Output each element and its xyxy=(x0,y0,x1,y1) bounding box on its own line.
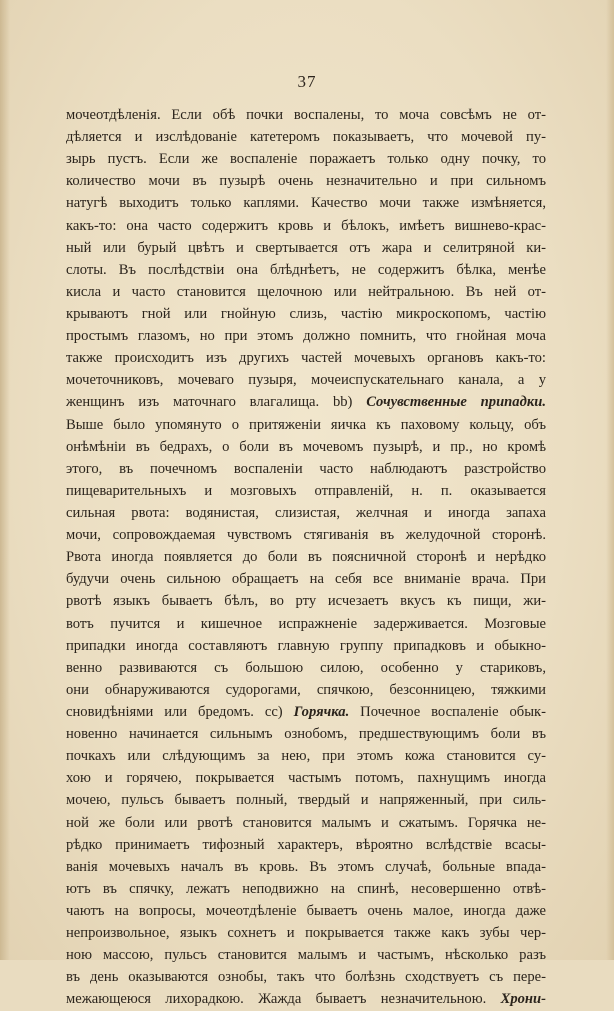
text-line: мочи, сопровождаемая чувствомъ стягиванія въ желудочной сторонѣ. xyxy=(66,527,546,544)
text-line: въ день оказываются ознобы, такъ что болѣзнь сходствуетъ съ пере- xyxy=(66,969,546,986)
text-line: этого, въ почечномъ воспаленіи часто наблюдаютъ разстройство xyxy=(66,460,546,477)
text-line: Рвота иногда появляется до боли въ поясничной сторонѣ и нерѣдко xyxy=(66,549,546,566)
text-line: сильная рвота: водянистая, слизистая, желчная и иногда запаха xyxy=(66,504,546,521)
text-line: онѣмѣніи въ бедрахъ, о боли въ мочевомъ пузырѣ, и пр., но кромѣ xyxy=(66,438,546,455)
text-line: будучи очень сильною обращаетъ на себя все вниманіе врача. При xyxy=(66,571,546,588)
page-edge-shadow-left xyxy=(0,0,10,960)
text-line: ванія мочевыхъ началъ въ кровь. Въ этомъ случаѣ, больные впада- xyxy=(66,858,546,875)
text-line: ютъ въ спячку, лежатъ неподвижно на спинѣ, несовершенно отвѣ- xyxy=(66,880,546,897)
text-line: мочеточниковъ, мочеваго пузыря, мочеиспускательнаго канала, а у xyxy=(66,372,546,389)
text-line: количество мочи въ пузырѣ очень незначительно и при сильномъ xyxy=(66,173,546,190)
text-line: они обнаруживаются судорогами, спячкою, безсонницею, тяжкими xyxy=(66,681,546,698)
text-line: рѣдко принимаетъ тифозный характеръ, вѣроятно вслѣдствіе всасы- xyxy=(66,836,546,853)
text-line: Выше было упомянуто о притяженіи яичка къ паховому кольцу, объ xyxy=(66,416,546,433)
text-line: рвотѣ языкъ бываетъ бѣлъ, во рту исчезаетъ вкусъ къ пищи, жи- xyxy=(66,593,546,610)
italic-heading: Хрони- xyxy=(500,991,546,1008)
text-line: какъ-то: она часто содержитъ кровь и бѣлокъ, имѣетъ вишнево-крас- xyxy=(66,217,546,234)
text-line: чаютъ на вопросы, мочеотдѣленіе бываетъ очень малое, иногда даже xyxy=(66,902,546,919)
text-line: почкахъ или слѣдующимъ за нею, при этомъ кожа становится су- xyxy=(66,748,546,765)
text-line: новенно начинается сильнымъ ознобомъ, предшествующимъ боли въ xyxy=(66,726,546,743)
text-line: мочеотдѣленія. Если обѣ почки воспалены, то моча совсѣмъ не от- xyxy=(66,107,546,123)
text-line: простымъ глазомъ, но при этомъ должно помнить, что гнойная моча xyxy=(66,328,546,345)
text-line: ной же боли или рвотѣ становится малымъ и сжатымъ. Горячка не- xyxy=(66,814,546,831)
text-line: женщинъ изъ маточнаго влагалища. bb) Сочувственные припадки. xyxy=(66,394,546,411)
text-line: венно развиваются съ большою силою, особенно у стариковъ, xyxy=(66,659,546,676)
text-line: слоты. Въ послѣдствіи она блѣднѣетъ, не содержитъ бѣлка, менѣе xyxy=(66,261,546,278)
text-line: пищеварительныхъ и мозговыхъ отправленій, н. п. оказывается xyxy=(66,482,546,499)
page-edge-shadow-right xyxy=(606,0,614,960)
text-line: непроизвольное, языкъ сохнетъ и покрывается также какъ зубы чер- xyxy=(66,925,546,942)
text-line: хою и горячею, покрывается частымъ потомъ, пахнущимъ иногда xyxy=(66,770,546,787)
text-line: кисла и часто становится щелочною или нейтральною. Въ ней от- xyxy=(66,283,546,300)
text-line: мочею, пульсъ бываетъ полный, твердый и напряженный, при силь- xyxy=(66,792,546,809)
text-line: крываютъ гной или гнойную слизь, частію микроскопомъ, частію xyxy=(66,305,546,322)
italic-heading: Сочувственные припадки. xyxy=(366,394,546,411)
text-line: также происходитъ изъ другихъ частей мочевыхъ органовъ какъ-то: xyxy=(66,350,546,367)
text-line: ною массою, пульсъ становится малымъ и частымъ, нѣсколько разъ xyxy=(66,947,546,964)
text-line: дѣляется и изслѣдованіе катетеромъ показываетъ, что мочевой пу- xyxy=(66,129,546,146)
page-number: 37 xyxy=(297,72,317,91)
text-line: натугѣ выходитъ только каплями. Качество мочи также измѣняется, xyxy=(66,195,546,212)
text-line: вотъ пучится и кишечное испражненіе задерживается. Мозговые xyxy=(66,615,546,632)
text-line: межающеюся лихорадкою. Жажда бываетъ незначительною. Хрони- xyxy=(66,991,546,1008)
italic-heading: Горячка. xyxy=(293,703,350,720)
text-line: припадки иногда составляютъ главную группу припадковъ и обыкно- xyxy=(66,637,546,654)
text-line: сновидѣніями или бредомъ. cc) Горячка. Почечное воспаленіе обык- xyxy=(66,703,546,720)
text-line: ный или бурый цвѣтъ и свертывается отъ жара и селитряной ки- xyxy=(66,239,546,256)
body-text xyxy=(66,104,546,1010)
text-line: зырь пустъ. Если же воспаленіе поражаетъ только одну почку, то xyxy=(66,151,546,168)
